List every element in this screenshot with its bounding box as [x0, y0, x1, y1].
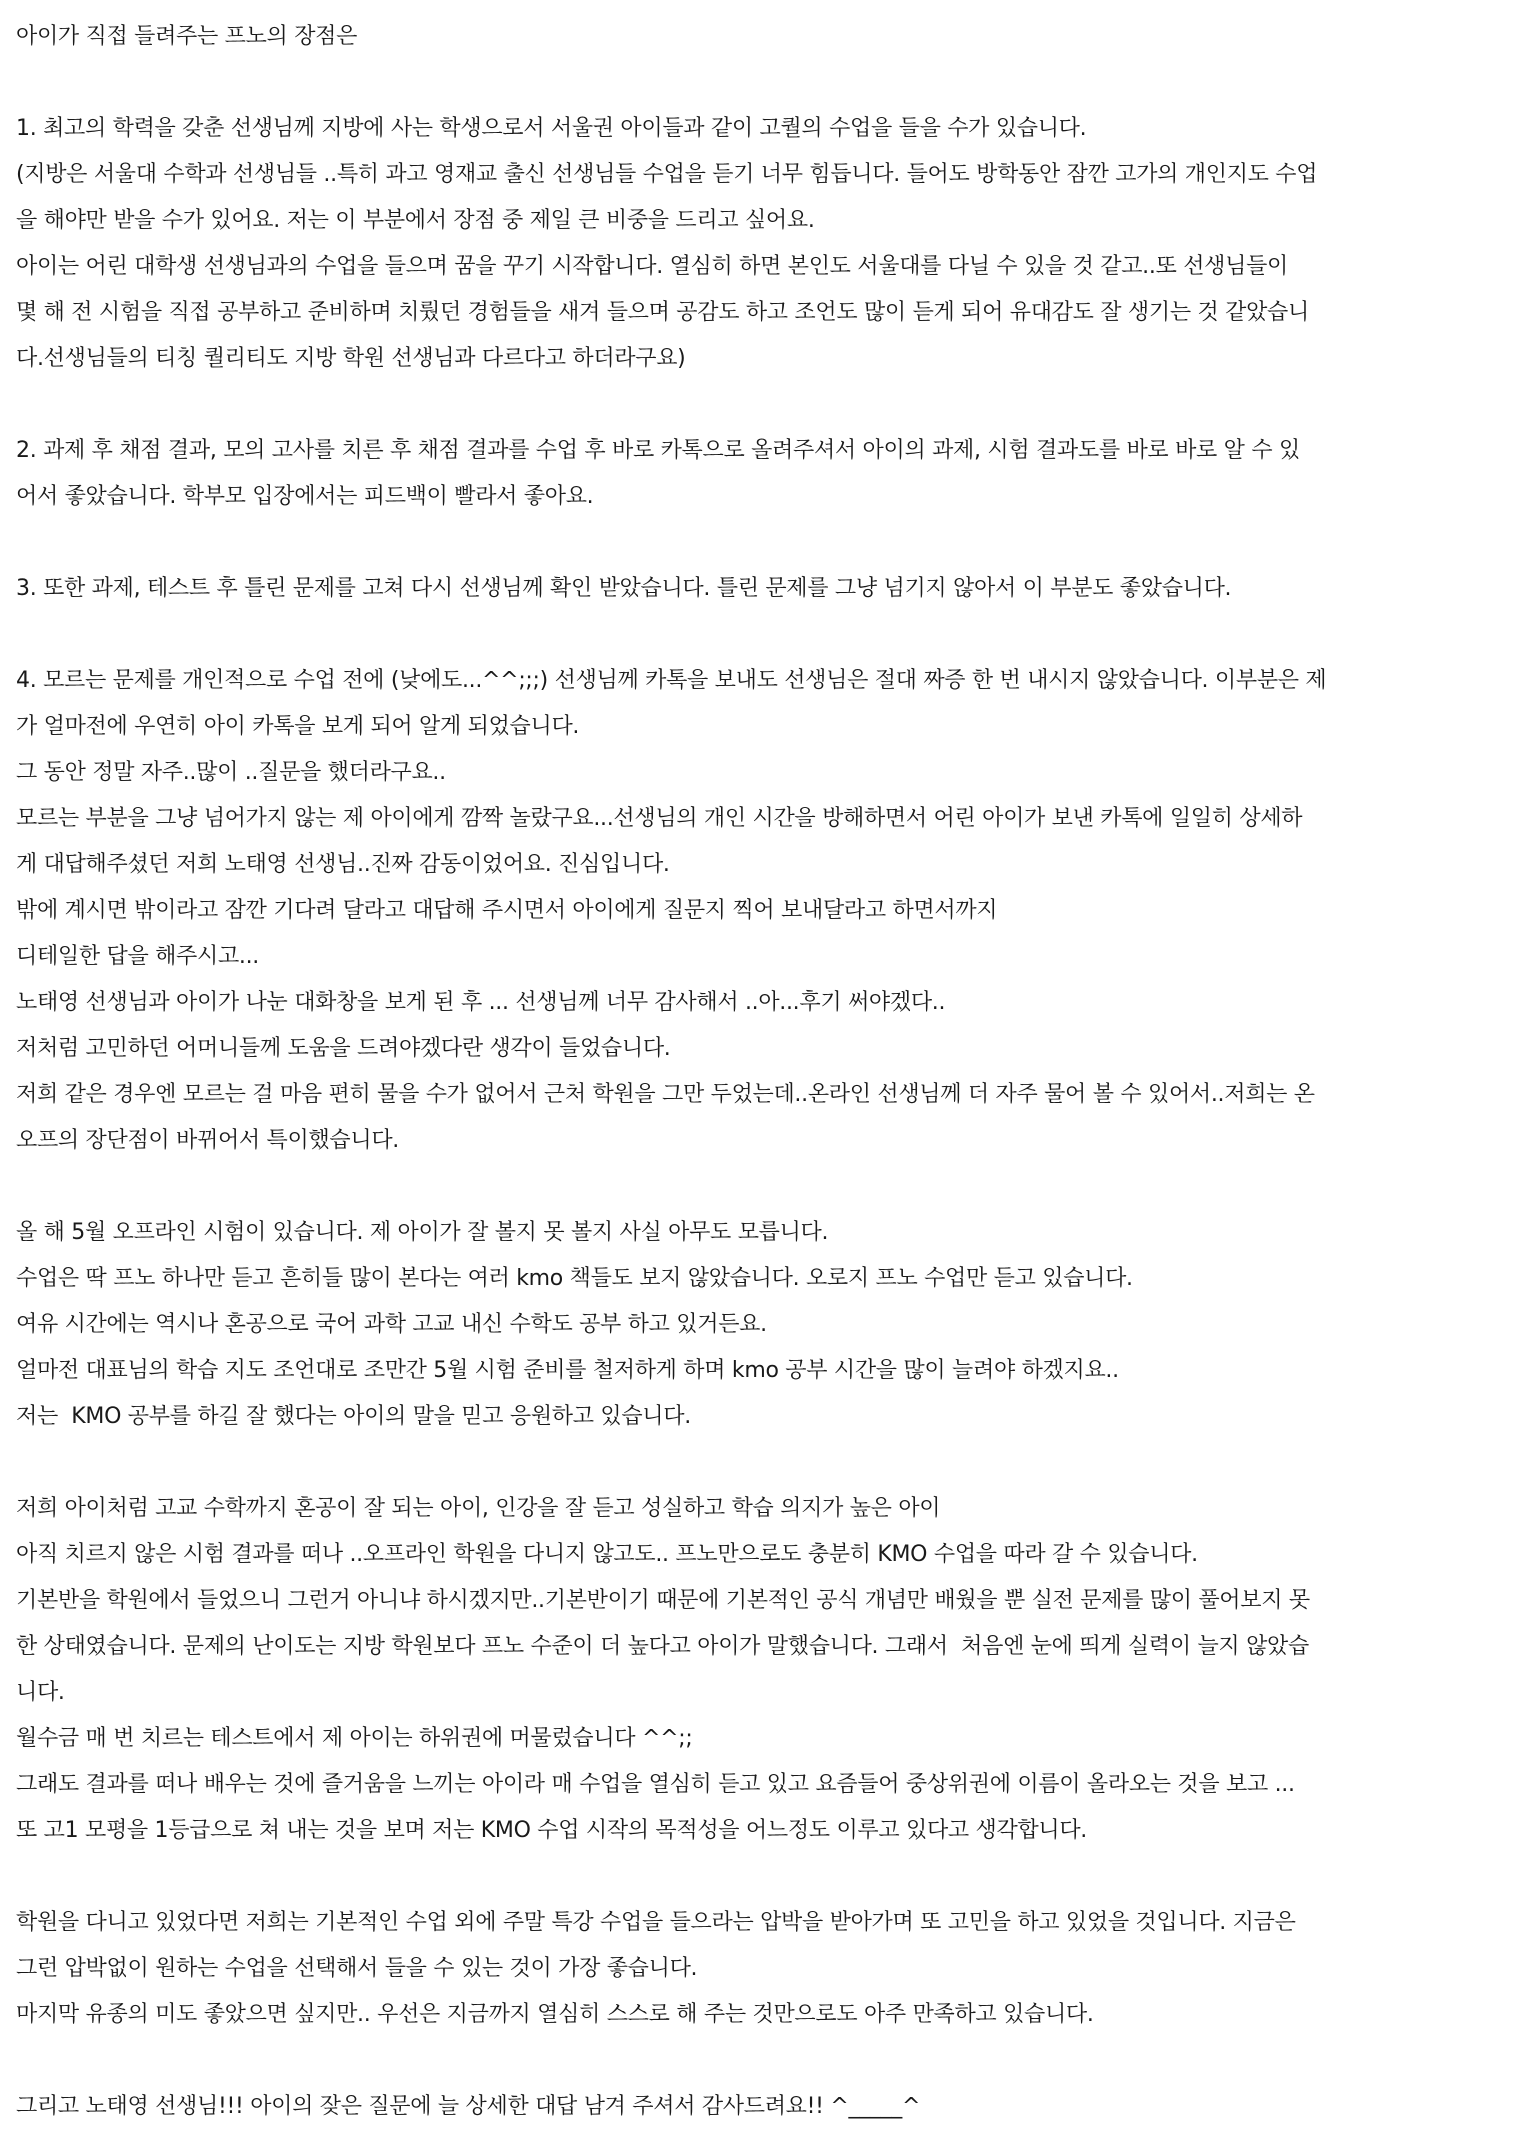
- text-line: 그래도 결과를 떠나 배우는 것에 즐거움을 느끼는 아이라 매 수업을 열심히 듣고 있고 요즘들어 중상위권에 이름이 올라오는 것을 보고 ...: [16, 1772, 1295, 1797]
- text-line: 월수금 매 번 치르는 테스트에서 제 아이는 하위권에 머물렀습니다 ^^;;: [16, 1726, 693, 1751]
- text-line: 1. 최고의 학력을 갖춘 선생님께 지방에 사는 학생으로서 서울권 아이들과 같이 고퀄의 수업을 들을 수가 있습니다.: [16, 116, 1087, 141]
- text-line: 4. 모르는 문제를 개인적으로 수업 전에 (낮에도...^^;;;) 선생님께 카톡을 보내도 선생님은 절대 짜증 한 번 내시지 않았습니다. 이부분은 제: [16, 668, 1327, 693]
- text-line: 디테일한 답을 해주시고...: [16, 944, 259, 969]
- text-line: 한 상태였습니다. 문제의 난이도는 지방 학원보다 프노 수준이 더 높다고 아이가 말했습니다. 그래서 처음엔 눈에 띄게 실력이 늘지 않았습: [16, 1634, 1309, 1659]
- paragraph-spacer: [16, 1164, 1406, 1210]
- text-line: 을 해야만 받을 수가 있어요. 저는 이 부분에서 장점 중 제일 큰 비중을 드리고 싶어요.: [16, 208, 815, 233]
- text-line: 어서 좋았습니다. 학부모 입장에서는 피드백이 빨라서 좋아요.: [16, 484, 594, 509]
- text-line: 수업은 딱 프노 하나만 듣고 흔히들 많이 본다는 여러 kmo 책들도 보지 않았습니다. 오로지 프노 수업만 듣고 있습니다.: [16, 1266, 1133, 1291]
- text-line: 저희 아이처럼 고교 수학까지 혼공이 잘 되는 아이, 인강을 잘 듣고 성실하고 학습 의지가 높은 아이: [16, 1496, 941, 1521]
- text-line: 그 동안 정말 자주..많이 ..질문을 했더라구요..: [16, 760, 446, 785]
- text-line: 몇 해 전 시험을 직접 공부하고 준비하며 치뤘던 경험들을 새겨 들으며 공감도 하고 조언도 많이 듣게 되어 유대감도 잘 생기는 것 같았습니: [16, 300, 1309, 325]
- text-line: 게 대답해주셨던 저희 노태영 선생님..진짜 감동이었어요. 진심입니다.: [16, 852, 670, 877]
- text-line: 마지막 유종의 미도 좋았으면 싶지만.. 우선은 지금까지 열심히 스스로 해 주는 것만으로도 아주 만족하고 있습니다.: [16, 2002, 1094, 2027]
- paragraph-point1: [16, 106, 1406, 382]
- text-line: 학원을 다니고 있었다면 저희는 기본적인 수업 외에 주말 특강 수업을 들으라는 압박을 받아가며 또 고민을 하고 있었을 것입니다. 지금은: [16, 1910, 1296, 1935]
- intro-line: 아이가 직접 들려주는 프노의 장점은: [16, 24, 358, 49]
- text-line: (지방은 서울대 수학과 선생님들 ..특히 과고 영재교 출신 선생님들 수업을 듣기 너무 힘듭니다. 들어도 방학동안 잠깐 고가의 개인지도 수업: [16, 162, 1318, 187]
- text-line: 3. 또한 과제, 테스트 후 틀린 문제를 고쳐 다시 선생님께 확인 받았습니다. 틀린 문제를 그냥 넘기지 않아서 이 부분도 좋았습니다.: [16, 576, 1232, 601]
- paragraph-spacer: [16, 520, 1406, 566]
- paragraph-point2: [16, 428, 1406, 520]
- text-line: 기본반을 학원에서 들었으니 그런거 아니냐 하시겠지만..기본반이기 때문에 기본적인 공식 개념만 배웠을 뿐 실전 문제를 많이 풀어보지 못: [16, 1588, 1310, 1613]
- paragraph-spacer: [16, 382, 1406, 428]
- text-line: 모르는 부분을 그냥 넘어가지 않는 제 아이에게 깜짝 놀랐구요...선생님의 개인 시간을 방해하면서 어린 아이가 보낸 카톡에 일일히 상세하: [16, 806, 1303, 831]
- review-document: [16, 14, 1406, 2130]
- paragraph-point4: [16, 658, 1406, 1164]
- paragraph-spacer: [16, 1854, 1406, 1900]
- text-line: 니다.: [16, 1680, 65, 1705]
- text-line: 노태영 선생님과 아이가 나눈 대화창을 보게 된 후 ... 선생님께 너무 감사해서 ..아...후기 써야겠다..: [16, 990, 946, 1015]
- text-line: 또 고1 모평을 1등급으로 쳐 내는 것을 보며 저는 KMO 수업 시작의 목적성을 어느정도 이루고 있다고 생각합니다.: [16, 1818, 1087, 1843]
- text-line: 아직 치르지 않은 시험 결과를 떠나 ..오프라인 학원을 다니지 않고도.. 프노만으로도 충분히 KMO 수업을 따라 갈 수 있습니다.: [16, 1542, 1198, 1567]
- text-line: 밖에 계시면 밖이라고 잠깐 기다려 달라고 대답해 주시면서 아이에게 질문지 찍어 보내달라고 하면서까지: [16, 898, 998, 923]
- text-line: 저희 같은 경우엔 모르는 걸 마음 편히 물을 수가 없어서 근처 학원을 그만 두었는데..온라인 선생님께 더 자주 물어 볼 수 있어서..저희는 온: [16, 1082, 1315, 1107]
- text-line: 그런 압박없이 원하는 수업을 선택해서 들을 수 있는 것이 가장 좋습니다.: [16, 1956, 698, 1981]
- paragraph-exam: [16, 1210, 1406, 1440]
- text-line: 다.선생님들의 티칭 퀄리티도 지방 학원 선생님과 다르다고 하더라구요): [16, 346, 686, 371]
- paragraph-point3: [16, 566, 1406, 612]
- text-line: 2. 과제 후 채점 결과, 모의 고사를 치른 후 채점 결과를 수업 후 바로 카톡으로 올려주셔서 아이의 과제, 시험 결과도를 바로 바로 알 수 있: [16, 438, 1300, 463]
- paragraph-spacer: [16, 2038, 1406, 2084]
- text-line: 오프의 장단점이 바뀌어서 특이했습니다.: [16, 1128, 399, 1153]
- paragraph-recommend: [16, 1486, 1406, 1854]
- paragraph-academy: [16, 1900, 1406, 2038]
- text-line: 가 얼마전에 우연히 아이 카톡을 보게 되어 알게 되었습니다.: [16, 714, 580, 739]
- paragraph-spacer: [16, 1440, 1406, 1486]
- text-line: 올 해 5월 오프라인 시험이 있습니다. 제 아이가 잘 볼지 못 볼지 사실 아무도 모릅니다.: [16, 1220, 829, 1245]
- text-line: 얼마전 대표님의 학습 지도 조언대로 조만간 5월 시험 준비를 철저하게 하며 kmo 공부 시간을 많이 늘려야 하겠지요..: [16, 1358, 1119, 1383]
- text-line: 여유 시간에는 역시나 혼공으로 국어 과학 고교 내신 수학도 공부 하고 있거든요.: [16, 1312, 767, 1337]
- text-line: 저처럼 고민하던 어머니들께 도움을 드려야겠다란 생각이 들었습니다.: [16, 1036, 671, 1061]
- paragraph-spacer: [16, 612, 1406, 658]
- text-line: 저는 KMO 공부를 하길 잘 했다는 아이의 말을 믿고 응원하고 있습니다.: [16, 1404, 691, 1429]
- text-line: 아이는 어린 대학생 선생님과의 수업을 들으며 꿈을 꾸기 시작합니다. 열심히 하면 본인도 서울대를 다닐 수 있을 것 같고..또 선생님들이: [16, 254, 1288, 279]
- closing-line: 그리고 노태영 선생님!!! 아이의 잦은 질문에 늘 상세한 대답 남겨 주셔서 감사드려요!! ^_____^: [16, 2094, 921, 2119]
- paragraph-spacer: [16, 60, 1406, 106]
